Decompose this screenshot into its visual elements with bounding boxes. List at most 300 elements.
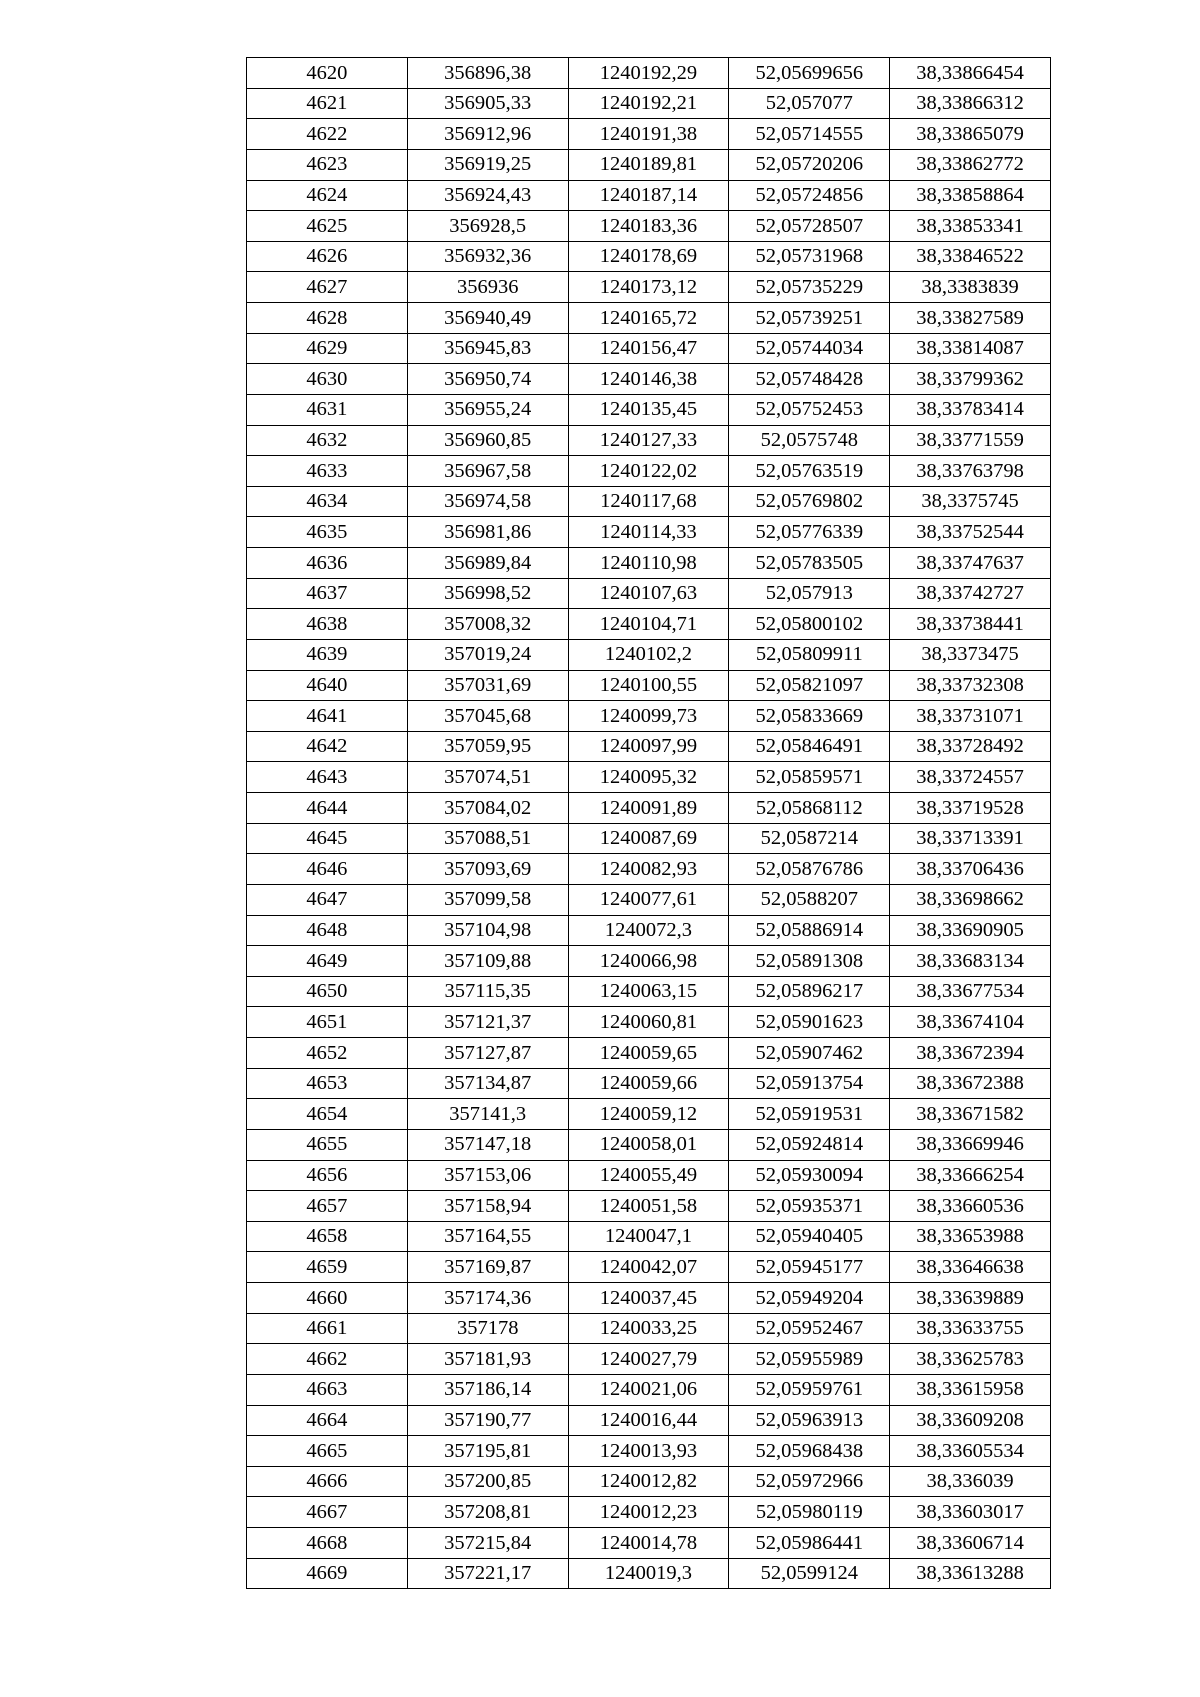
cell-latitude: 52,05752453 xyxy=(729,394,890,425)
cell-point-number: 4651 xyxy=(247,1007,408,1038)
cell-y: 1240059,12 xyxy=(568,1099,729,1130)
cell-longitude: 38,33683134 xyxy=(890,946,1051,977)
cell-y: 1240012,82 xyxy=(568,1466,729,1497)
cell-point-number: 4640 xyxy=(247,670,408,701)
cell-y: 1240122,02 xyxy=(568,456,729,487)
cell-point-number: 4632 xyxy=(247,425,408,456)
cell-longitude: 38,33660536 xyxy=(890,1191,1051,1222)
cell-latitude: 52,05935371 xyxy=(729,1191,890,1222)
cell-y: 1240127,33 xyxy=(568,425,729,456)
cell-longitude: 38,33853341 xyxy=(890,211,1051,242)
cell-y: 1240072,3 xyxy=(568,915,729,946)
cell-latitude: 52,05940405 xyxy=(729,1221,890,1252)
cell-longitude: 38,33698662 xyxy=(890,884,1051,915)
cell-latitude: 52,05986441 xyxy=(729,1528,890,1559)
table-row xyxy=(247,1374,1051,1405)
cell-latitude: 52,05699656 xyxy=(729,58,890,89)
cell-longitude: 38,33862772 xyxy=(890,149,1051,180)
table-row xyxy=(247,578,1051,609)
cell-x: 357186,14 xyxy=(407,1374,568,1405)
cell-x: 356955,24 xyxy=(407,394,568,425)
table-row xyxy=(247,915,1051,946)
cell-x: 356950,74 xyxy=(407,364,568,395)
cell-longitude: 38,33783414 xyxy=(890,394,1051,425)
cell-latitude: 52,05952467 xyxy=(729,1313,890,1344)
cell-point-number: 4652 xyxy=(247,1038,408,1069)
cell-x: 357031,69 xyxy=(407,670,568,701)
cell-latitude: 52,05744034 xyxy=(729,333,890,364)
table-row xyxy=(247,639,1051,670)
cell-x: 357084,02 xyxy=(407,793,568,824)
cell-y: 1240058,01 xyxy=(568,1129,729,1160)
cell-x: 356936 xyxy=(407,272,568,303)
cell-point-number: 4635 xyxy=(247,517,408,548)
coordinates-table xyxy=(246,57,1051,1589)
cell-x: 357141,3 xyxy=(407,1099,568,1130)
table-row xyxy=(247,884,1051,915)
table-row xyxy=(247,1558,1051,1589)
cell-longitude: 38,33646638 xyxy=(890,1252,1051,1283)
table-row xyxy=(247,425,1051,456)
cell-y: 1240178,69 xyxy=(568,241,729,272)
cell-longitude: 38,33690905 xyxy=(890,915,1051,946)
cell-longitude: 38,33763798 xyxy=(890,456,1051,487)
cell-x: 356945,83 xyxy=(407,333,568,364)
cell-point-number: 4638 xyxy=(247,609,408,640)
cell-longitude: 38,33633755 xyxy=(890,1313,1051,1344)
cell-longitude: 38,33719528 xyxy=(890,793,1051,824)
table-row xyxy=(247,241,1051,272)
cell-point-number: 4631 xyxy=(247,394,408,425)
cell-longitude: 38,336039 xyxy=(890,1466,1051,1497)
cell-latitude: 52,05763519 xyxy=(729,456,890,487)
cell-longitude: 38,33858864 xyxy=(890,180,1051,211)
cell-latitude: 52,05876786 xyxy=(729,854,890,885)
cell-x: 357088,51 xyxy=(407,823,568,854)
cell-latitude: 52,05913754 xyxy=(729,1068,890,1099)
cell-point-number: 4654 xyxy=(247,1099,408,1130)
cell-latitude: 52,05728507 xyxy=(729,211,890,242)
cell-latitude: 52,05959761 xyxy=(729,1374,890,1405)
cell-x: 357045,68 xyxy=(407,701,568,732)
cell-y: 1240156,47 xyxy=(568,333,729,364)
cell-y: 1240060,81 xyxy=(568,1007,729,1038)
table-row xyxy=(247,1099,1051,1130)
cell-x: 357200,85 xyxy=(407,1466,568,1497)
cell-y: 1240110,98 xyxy=(568,548,729,579)
cell-x: 357019,24 xyxy=(407,639,568,670)
cell-longitude: 38,33724557 xyxy=(890,762,1051,793)
cell-x: 356896,38 xyxy=(407,58,568,89)
cell-y: 1240173,12 xyxy=(568,272,729,303)
cell-point-number: 4621 xyxy=(247,88,408,119)
cell-latitude: 52,05901623 xyxy=(729,1007,890,1038)
cell-latitude: 52,057077 xyxy=(729,88,890,119)
table-row xyxy=(247,517,1051,548)
cell-point-number: 4643 xyxy=(247,762,408,793)
cell-y: 1240013,93 xyxy=(568,1436,729,1467)
table-row xyxy=(247,456,1051,487)
cell-latitude: 52,05963913 xyxy=(729,1405,890,1436)
cell-latitude: 52,0588207 xyxy=(729,884,890,915)
cell-longitude: 38,33799362 xyxy=(890,364,1051,395)
cell-y: 1240033,25 xyxy=(568,1313,729,1344)
cell-y: 1240102,2 xyxy=(568,639,729,670)
cell-x: 356905,33 xyxy=(407,88,568,119)
table-row xyxy=(247,548,1051,579)
cell-point-number: 4646 xyxy=(247,854,408,885)
cell-point-number: 4620 xyxy=(247,58,408,89)
table-row xyxy=(247,1252,1051,1283)
table-row xyxy=(247,762,1051,793)
cell-x: 357121,37 xyxy=(407,1007,568,1038)
cell-point-number: 4661 xyxy=(247,1313,408,1344)
cell-latitude: 52,0587214 xyxy=(729,823,890,854)
cell-longitude: 38,33866312 xyxy=(890,88,1051,119)
cell-latitude: 52,05731968 xyxy=(729,241,890,272)
cell-point-number: 4630 xyxy=(247,364,408,395)
cell-y: 1240192,21 xyxy=(568,88,729,119)
cell-x: 356998,52 xyxy=(407,578,568,609)
cell-latitude: 52,05714555 xyxy=(729,119,890,150)
cell-longitude: 38,33615958 xyxy=(890,1374,1051,1405)
table-row xyxy=(247,1497,1051,1528)
cell-x: 356924,43 xyxy=(407,180,568,211)
cell-x: 357181,93 xyxy=(407,1344,568,1375)
table-row xyxy=(247,1221,1051,1252)
table-row xyxy=(247,486,1051,517)
cell-longitude: 38,33865079 xyxy=(890,119,1051,150)
table-row xyxy=(247,1528,1051,1559)
cell-point-number: 4662 xyxy=(247,1344,408,1375)
cell-longitude: 38,33706436 xyxy=(890,854,1051,885)
cell-longitude: 38,33639889 xyxy=(890,1283,1051,1314)
cell-y: 1240082,93 xyxy=(568,854,729,885)
cell-latitude: 52,05776339 xyxy=(729,517,890,548)
cell-point-number: 4669 xyxy=(247,1558,408,1589)
cell-latitude: 52,057913 xyxy=(729,578,890,609)
table-row xyxy=(247,823,1051,854)
cell-latitude: 52,05896217 xyxy=(729,976,890,1007)
cell-point-number: 4657 xyxy=(247,1191,408,1222)
cell-y: 1240114,33 xyxy=(568,517,729,548)
cell-x: 356919,25 xyxy=(407,149,568,180)
cell-longitude: 38,33866454 xyxy=(890,58,1051,89)
cell-x: 356912,96 xyxy=(407,119,568,150)
cell-latitude: 52,05907462 xyxy=(729,1038,890,1069)
cell-x: 357153,06 xyxy=(407,1160,568,1191)
cell-x: 357115,35 xyxy=(407,976,568,1007)
table-row xyxy=(247,272,1051,303)
cell-latitude: 52,05859571 xyxy=(729,762,890,793)
cell-x: 356967,58 xyxy=(407,456,568,487)
table-row xyxy=(247,149,1051,180)
cell-y: 1240027,79 xyxy=(568,1344,729,1375)
cell-y: 1240019,3 xyxy=(568,1558,729,1589)
cell-point-number: 4655 xyxy=(247,1129,408,1160)
table-row xyxy=(247,1283,1051,1314)
cell-latitude: 52,05833669 xyxy=(729,701,890,732)
table-row xyxy=(247,1405,1051,1436)
table-row xyxy=(247,1038,1051,1069)
cell-y: 1240099,73 xyxy=(568,701,729,732)
cell-x: 357169,87 xyxy=(407,1252,568,1283)
cell-point-number: 4659 xyxy=(247,1252,408,1283)
cell-x: 357134,87 xyxy=(407,1068,568,1099)
table-row xyxy=(247,364,1051,395)
cell-longitude: 38,33747637 xyxy=(890,548,1051,579)
cell-x: 357221,17 xyxy=(407,1558,568,1589)
cell-longitude: 38,33738441 xyxy=(890,609,1051,640)
cell-point-number: 4660 xyxy=(247,1283,408,1314)
cell-latitude: 52,05724856 xyxy=(729,180,890,211)
table-row xyxy=(247,1436,1051,1467)
cell-point-number: 4637 xyxy=(247,578,408,609)
cell-longitude: 38,33606714 xyxy=(890,1528,1051,1559)
cell-y: 1240016,44 xyxy=(568,1405,729,1436)
cell-longitude: 38,3375745 xyxy=(890,486,1051,517)
table-row xyxy=(247,1068,1051,1099)
cell-latitude: 52,05886914 xyxy=(729,915,890,946)
cell-longitude: 38,33609208 xyxy=(890,1405,1051,1436)
cell-longitude: 38,33672394 xyxy=(890,1038,1051,1069)
cell-x: 357099,58 xyxy=(407,884,568,915)
cell-y: 1240187,14 xyxy=(568,180,729,211)
cell-y: 1240021,06 xyxy=(568,1374,729,1405)
cell-y: 1240192,29 xyxy=(568,58,729,89)
cell-point-number: 4623 xyxy=(247,149,408,180)
cell-longitude: 38,33732308 xyxy=(890,670,1051,701)
cell-x: 356974,58 xyxy=(407,486,568,517)
table-row xyxy=(247,793,1051,824)
cell-x: 357215,84 xyxy=(407,1528,568,1559)
cell-longitude: 38,33671582 xyxy=(890,1099,1051,1130)
cell-longitude: 38,33677534 xyxy=(890,976,1051,1007)
cell-y: 1240087,69 xyxy=(568,823,729,854)
cell-longitude: 38,33728492 xyxy=(890,731,1051,762)
cell-longitude: 38,33742727 xyxy=(890,578,1051,609)
cell-latitude: 52,05846491 xyxy=(729,731,890,762)
cell-y: 1240066,98 xyxy=(568,946,729,977)
cell-y: 1240091,89 xyxy=(568,793,729,824)
cell-point-number: 4665 xyxy=(247,1436,408,1467)
cell-x: 357147,18 xyxy=(407,1129,568,1160)
cell-longitude: 38,33752544 xyxy=(890,517,1051,548)
cell-latitude: 52,05735229 xyxy=(729,272,890,303)
table-row xyxy=(247,976,1051,1007)
cell-latitude: 52,05769802 xyxy=(729,486,890,517)
cell-y: 1240063,15 xyxy=(568,976,729,1007)
cell-point-number: 4628 xyxy=(247,303,408,334)
cell-point-number: 4653 xyxy=(247,1068,408,1099)
cell-point-number: 4624 xyxy=(247,180,408,211)
cell-x: 356932,36 xyxy=(407,241,568,272)
cell-y: 1240095,32 xyxy=(568,762,729,793)
cell-point-number: 4627 xyxy=(247,272,408,303)
cell-point-number: 4639 xyxy=(247,639,408,670)
cell-longitude: 38,33814087 xyxy=(890,333,1051,364)
cell-x: 357178 xyxy=(407,1313,568,1344)
cell-longitude: 38,33613288 xyxy=(890,1558,1051,1589)
table-row xyxy=(247,609,1051,640)
cell-y: 1240165,72 xyxy=(568,303,729,334)
cell-y: 1240183,36 xyxy=(568,211,729,242)
table-row xyxy=(247,1344,1051,1375)
cell-latitude: 52,0575748 xyxy=(729,425,890,456)
cell-longitude: 38,33846522 xyxy=(890,241,1051,272)
cell-x: 357195,81 xyxy=(407,1436,568,1467)
cell-x: 357174,36 xyxy=(407,1283,568,1314)
cell-latitude: 52,05955989 xyxy=(729,1344,890,1375)
cell-longitude: 38,33827589 xyxy=(890,303,1051,334)
cell-y: 1240189,81 xyxy=(568,149,729,180)
cell-y: 1240055,49 xyxy=(568,1160,729,1191)
cell-latitude: 52,05949204 xyxy=(729,1283,890,1314)
cell-point-number: 4650 xyxy=(247,976,408,1007)
cell-latitude: 52,05739251 xyxy=(729,303,890,334)
cell-x: 356940,49 xyxy=(407,303,568,334)
table-row xyxy=(247,1191,1051,1222)
cell-latitude: 52,05980119 xyxy=(729,1497,890,1528)
cell-point-number: 4644 xyxy=(247,793,408,824)
cell-point-number: 4667 xyxy=(247,1497,408,1528)
cell-y: 1240135,45 xyxy=(568,394,729,425)
cell-point-number: 4634 xyxy=(247,486,408,517)
cell-latitude: 52,05968438 xyxy=(729,1436,890,1467)
cell-x: 357104,98 xyxy=(407,915,568,946)
table-row xyxy=(247,211,1051,242)
table-row xyxy=(247,1466,1051,1497)
table-row xyxy=(247,394,1051,425)
cell-point-number: 4626 xyxy=(247,241,408,272)
cell-point-number: 4633 xyxy=(247,456,408,487)
table-body xyxy=(247,58,1051,1589)
cell-longitude: 38,3373475 xyxy=(890,639,1051,670)
table-row xyxy=(247,670,1051,701)
cell-point-number: 4666 xyxy=(247,1466,408,1497)
cell-longitude: 38,33625783 xyxy=(890,1344,1051,1375)
cell-y: 1240047,1 xyxy=(568,1221,729,1252)
cell-longitude: 38,33674104 xyxy=(890,1007,1051,1038)
cell-latitude: 52,0599124 xyxy=(729,1558,890,1589)
cell-latitude: 52,05821097 xyxy=(729,670,890,701)
cell-latitude: 52,05930094 xyxy=(729,1160,890,1191)
cell-point-number: 4664 xyxy=(247,1405,408,1436)
cell-point-number: 4658 xyxy=(247,1221,408,1252)
table-row xyxy=(247,854,1051,885)
cell-x: 356981,86 xyxy=(407,517,568,548)
table-row xyxy=(247,303,1051,334)
cell-point-number: 4629 xyxy=(247,333,408,364)
cell-latitude: 52,05783505 xyxy=(729,548,890,579)
table-row xyxy=(247,1129,1051,1160)
cell-x: 356989,84 xyxy=(407,548,568,579)
cell-y: 1240077,61 xyxy=(568,884,729,915)
cell-longitude: 38,33731071 xyxy=(890,701,1051,732)
cell-y: 1240037,45 xyxy=(568,1283,729,1314)
cell-x: 357059,95 xyxy=(407,731,568,762)
cell-longitude: 38,33653988 xyxy=(890,1221,1051,1252)
cell-y: 1240107,63 xyxy=(568,578,729,609)
cell-x: 357109,88 xyxy=(407,946,568,977)
cell-latitude: 52,05748428 xyxy=(729,364,890,395)
table-row xyxy=(247,731,1051,762)
cell-y: 1240097,99 xyxy=(568,731,729,762)
cell-longitude: 38,33713391 xyxy=(890,823,1051,854)
cell-y: 1240191,38 xyxy=(568,119,729,150)
cell-y: 1240100,55 xyxy=(568,670,729,701)
cell-y: 1240104,71 xyxy=(568,609,729,640)
table-row xyxy=(247,119,1051,150)
cell-point-number: 4625 xyxy=(247,211,408,242)
cell-longitude: 38,33771559 xyxy=(890,425,1051,456)
cell-y: 1240051,58 xyxy=(568,1191,729,1222)
cell-longitude: 38,33669946 xyxy=(890,1129,1051,1160)
cell-x: 357008,32 xyxy=(407,609,568,640)
cell-y: 1240014,78 xyxy=(568,1528,729,1559)
cell-x: 357208,81 xyxy=(407,1497,568,1528)
cell-x: 357164,55 xyxy=(407,1221,568,1252)
cell-latitude: 52,05868112 xyxy=(729,793,890,824)
table-row xyxy=(247,946,1051,977)
cell-point-number: 4649 xyxy=(247,946,408,977)
table-row xyxy=(247,88,1051,119)
cell-y: 1240012,23 xyxy=(568,1497,729,1528)
cell-point-number: 4648 xyxy=(247,915,408,946)
table-row xyxy=(247,180,1051,211)
cell-longitude: 38,33666254 xyxy=(890,1160,1051,1191)
cell-y: 1240042,07 xyxy=(568,1252,729,1283)
cell-y: 1240059,65 xyxy=(568,1038,729,1069)
cell-x: 356928,5 xyxy=(407,211,568,242)
cell-longitude: 38,33672388 xyxy=(890,1068,1051,1099)
cell-latitude: 52,05972966 xyxy=(729,1466,890,1497)
cell-x: 357190,77 xyxy=(407,1405,568,1436)
cell-point-number: 4656 xyxy=(247,1160,408,1191)
cell-x: 357158,94 xyxy=(407,1191,568,1222)
table-row xyxy=(247,701,1051,732)
cell-longitude: 38,3383839 xyxy=(890,272,1051,303)
cell-longitude: 38,33603017 xyxy=(890,1497,1051,1528)
cell-x: 356960,85 xyxy=(407,425,568,456)
cell-x: 357093,69 xyxy=(407,854,568,885)
cell-y: 1240117,68 xyxy=(568,486,729,517)
cell-latitude: 52,05891308 xyxy=(729,946,890,977)
cell-latitude: 52,05919531 xyxy=(729,1099,890,1130)
cell-point-number: 4645 xyxy=(247,823,408,854)
cell-point-number: 4668 xyxy=(247,1528,408,1559)
cell-latitude: 52,05945177 xyxy=(729,1252,890,1283)
cell-point-number: 4663 xyxy=(247,1374,408,1405)
cell-point-number: 4641 xyxy=(247,701,408,732)
cell-longitude: 38,33605534 xyxy=(890,1436,1051,1467)
table-row xyxy=(247,333,1051,364)
table-row xyxy=(247,1160,1051,1191)
table-row xyxy=(247,1007,1051,1038)
cell-point-number: 4642 xyxy=(247,731,408,762)
cell-latitude: 52,05924814 xyxy=(729,1129,890,1160)
cell-latitude: 52,05800102 xyxy=(729,609,890,640)
cell-point-number: 4622 xyxy=(247,119,408,150)
cell-latitude: 52,05809911 xyxy=(729,639,890,670)
cell-y: 1240059,66 xyxy=(568,1068,729,1099)
table-row xyxy=(247,1313,1051,1344)
table-row xyxy=(247,58,1051,89)
cell-x: 357127,87 xyxy=(407,1038,568,1069)
cell-point-number: 4647 xyxy=(247,884,408,915)
cell-x: 357074,51 xyxy=(407,762,568,793)
cell-latitude: 52,05720206 xyxy=(729,149,890,180)
